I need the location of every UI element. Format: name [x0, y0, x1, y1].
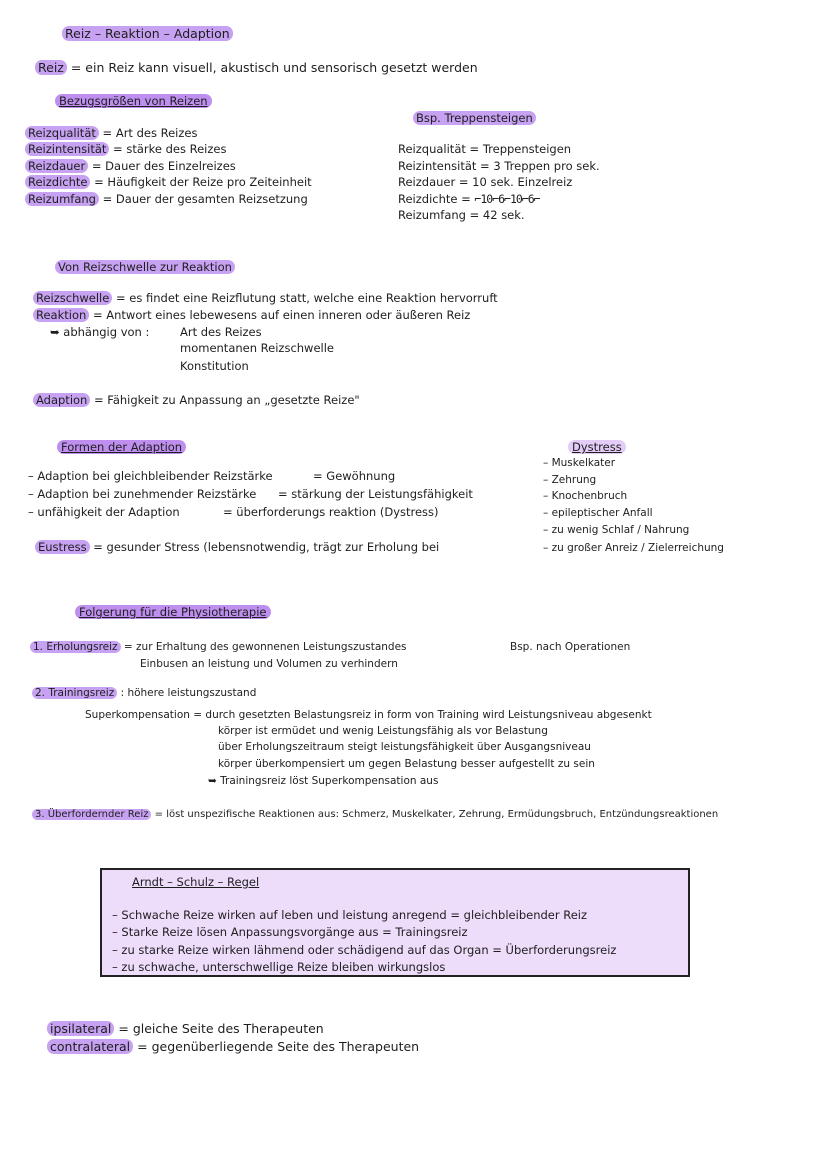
adaption-definition [33, 392, 360, 408]
text: = durch gesetzten Belastungsreiz in form von Training wird Leistungsniveau abgesenkt [193, 709, 652, 721]
text: = Dauer des Einzelreizes [91, 159, 236, 173]
arndt-schulz-item: – zu starke Reize wirken lähmend oder schädigend auf das Organ = Überforderungsreiz [112, 943, 617, 957]
contralateral-definition [47, 1039, 419, 1055]
beispiel-item: Reizumfang = 42 sek. [398, 208, 525, 222]
bezug-item [25, 125, 197, 141]
schwelle-item [33, 290, 498, 306]
highlighted-term: Reizqualität [25, 126, 99, 140]
abhaengig-label: ➥ abhängig von : [50, 325, 150, 339]
highlighted-term: ipsilateral [47, 1021, 114, 1036]
text: = Häufigkeit der Reize pro Zeiteinheit [94, 175, 312, 189]
text: = gegenüberliegende Seite des Therapeuten [137, 1039, 420, 1054]
schwelle-item [33, 307, 470, 323]
text: Reizdichte = [398, 192, 471, 206]
beispiel-item: Reizintensität = 3 Treppen pro sek. [398, 159, 600, 173]
formen-item [28, 468, 396, 484]
text: = ein Reiz kann visuell, akustisch und sensorisch gesetzt werden [70, 60, 478, 75]
dystress-item: – zu großer Anreiz / Zielerreichung [543, 542, 724, 554]
schwelle-heading [55, 259, 235, 275]
superkompensation-line: körper ist ermüdet und wenig Leistungsfähig als vor Belastung [218, 725, 548, 737]
arndt-schulz-box [100, 868, 690, 977]
trainingsreiz [32, 685, 256, 701]
text: – Adaption bei gleichbleibender Reizstärke [28, 469, 273, 483]
highlighted-term: 1. Erholungsreiz [30, 641, 121, 653]
highlighted-term: Reizschwelle [33, 291, 112, 305]
arndt-schulz-item: – Schwache Reize wirken auf leben und leistung anregend = gleichbleibender Reiz [112, 908, 588, 922]
beispiel-item [398, 191, 540, 207]
beispiel-item: Reizqualität = Treppensteigen [398, 142, 572, 156]
folgerung-heading [75, 604, 271, 620]
abhaengig-item: Konstitution [180, 359, 249, 373]
page-title [62, 26, 233, 42]
highlighted-term: Adaption [33, 393, 90, 407]
highlighted-term: Dystress [568, 440, 626, 454]
bezug-item [25, 191, 308, 207]
superkompensation-line: körper überkompensiert um gegen Belastung besser aufgestellt zu sein [218, 758, 595, 770]
dystress-heading [568, 439, 626, 455]
reiz-definition [35, 60, 478, 76]
highlighted-term: Reizumfang [25, 192, 99, 206]
highlighted-term: Formen der Adaption [57, 440, 186, 454]
text: = überforderungs reaktion (Dystress) [223, 505, 439, 519]
dystress-item: – Zehrung [543, 474, 597, 486]
highlighted-term: contralateral [47, 1039, 133, 1054]
text: = gleiche Seite des Therapeuten [118, 1021, 324, 1036]
text: = Gewöhnung [313, 469, 396, 483]
highlighted-term: Reizdichte [25, 175, 90, 189]
dystress-item: – zu wenig Schlaf / Nahrung [543, 524, 690, 536]
highlighted-term: Bsp. Treppensteigen [413, 111, 536, 125]
highlighted-term: 2. Trainingsreiz [32, 687, 117, 699]
abhaengig-item: Art des Reizes [180, 325, 262, 339]
text: – unfähigkeit der Adaption [28, 505, 180, 519]
highlighted-term: 3. Überfordernder Reiz [32, 809, 151, 820]
text: : höhere leistungszustand [120, 687, 257, 699]
text: = zur Erhaltung des gewonnenen Leistungszustandes [123, 641, 407, 653]
highlighted-term: Folgerung für die Physiotherapie [75, 605, 271, 619]
highlighted-term: Reizdauer [25, 159, 88, 173]
text: = gesunder Stress (lebensnotwendig, trägt zur Erholung bei [93, 540, 440, 554]
text: = Dauer der gesamten Reizsetzung [102, 192, 308, 206]
text: = löst unspezifische Reaktionen aus: Schmerz, Muskelkater, Zehrung, Ermüdungsbruch, Entzündungsreaktionen [154, 809, 719, 820]
formen-item [28, 486, 473, 502]
text: Superkompensation [85, 709, 190, 721]
highlighted-term: Reiz – Reaktion – Adaption [62, 26, 233, 41]
superkompensation [85, 707, 652, 723]
erholungsreiz-example: Bsp. nach Operationen [510, 641, 631, 653]
superkompensation-line: über Erholungszeitraum steigt leistungsfähigkeit über Ausgangsniveau [218, 741, 591, 753]
text: = stärkung der Leistungsfähigkeit [278, 487, 473, 501]
dystress-item: – Knochenbruch [543, 490, 628, 502]
beispiel-heading [413, 110, 536, 126]
text: = Antwort eines lebewesens auf einen inneren oder äußeren Reiz [92, 308, 471, 322]
erholungsreiz [30, 639, 407, 655]
superkompensation-line: ➥ Trainingsreiz löst Superkompensation aus [208, 775, 439, 787]
formen-item [28, 504, 439, 520]
bezug-item [25, 158, 236, 174]
bezug-item [25, 174, 312, 190]
text: = stärke des Reizes [113, 142, 227, 156]
text: = es findet eine Reizflutung statt, welche eine Reaktion hervorruft [116, 291, 498, 305]
text: = Art des Reizes [102, 126, 198, 140]
dystress-item: – Muskelkater [543, 457, 616, 469]
eustress-definition [35, 539, 439, 555]
formen-heading [57, 439, 186, 455]
dystress-item: – epileptischer Anfall [543, 507, 653, 519]
abhaengig-item: momentanen Reizschwelle [180, 341, 334, 355]
arndt-schulz-heading: Arndt – Schulz – Regel [132, 875, 260, 889]
arndt-schulz-item: – Starke Reize lösen Anpassungsvorgänge aus = Trainingsreiz [112, 925, 468, 939]
reizdichte-wave-symbol: ⌐10⌐6⌐10⌐6⌐ [474, 192, 540, 206]
beispiel-item: Reizdauer = 10 sek. Einzelreiz [398, 175, 573, 189]
bezug-item [25, 141, 226, 157]
ueberfordernder-reiz [32, 807, 718, 823]
highlighted-term: Bezugsgrößen von Reizen [55, 94, 212, 108]
arndt-schulz-item: – zu schwache, unterschwellige Reize bleiben wirkungslos [112, 960, 446, 974]
text: – Adaption bei zunehmender Reizstärke [28, 487, 257, 501]
bezug-heading [55, 93, 212, 109]
highlighted-term: Reaktion [33, 308, 89, 322]
highlighted-term: Reizintensität [25, 142, 109, 156]
ipsilateral-definition [47, 1021, 324, 1037]
highlighted-term: Eustress [35, 540, 90, 554]
highlighted-term: Reiz [35, 60, 67, 75]
erholungsreiz-line2: Einbusen an leistung und Volumen zu verhindern [140, 658, 398, 670]
text: = Fähigkeit zu Anpassung an „gesetzte Reize" [94, 393, 360, 407]
highlighted-term: Von Reizschwelle zur Reaktion [55, 260, 235, 274]
